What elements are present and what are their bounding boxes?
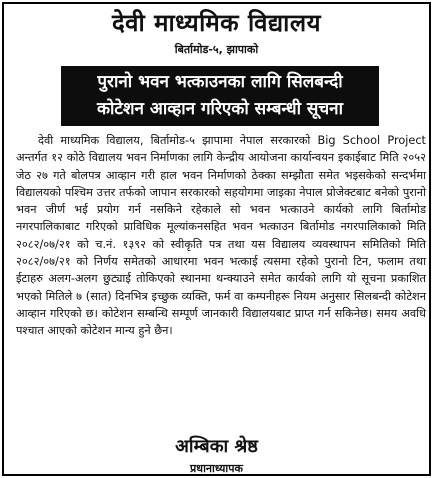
school-name: देवी माध्यमिक विद्यालय — [111, 9, 322, 37]
notice-title-line-2: कोटेशन आव्हान गरिएको सम्बन्धी सूचना — [96, 99, 344, 119]
notice-frame — [2, 2, 431, 476]
notice-title-banner — [61, 66, 379, 126]
school-address: बिर्तामोड-५, झापाको — [174, 43, 259, 56]
notice-paragraph: देवी माध्यमिक विद्यालय, बिर्तामोड-५ झापामा नेपाल सरकारको Big School Project अन्तर्गत १२ कोठे विद्यालय भवन निर्माणका लागि केन्द्रीय आयोजना कार्यान्वयन इकाईबाट मिति २०५२ जेठ २७ गते बोलपत्र आव्हान गरी हाल भवन निर्माणको ठेक्का सम्झौता समेत भइसकेको सन्दर्भमा विद्यालयको पश्चिम उत्तर तर्फको जापान सरकारको सहयोगमा जाइका नेपाल प्रोजेक्टबाट बनेको पुरानो भवन जीर्ण भई प्रयोग गर्न नसकिने रहेकाले सो भवन भत्काउने कार्यको लागि बिर्तामोड नगरपालिकाबाट गरिएको प्राविधिक मूल्यांकनसहित भवन भत्काउन बिर्तामोड नगरपालिकाको मिति २०८२/०७/२१ को च.नं. १३९२ को स्वीकृति पत्र तथा यस विद्यालय व्यवस्थापन समितिको मिति २०८२/०७/२१ को निर्णय समेतको आधारमा भवन भत्काई त्यसमा रहेको पुरानो टिन, फलाम तथा ईटाहरु अलग-अलग छुट्याई तोकिएको स्थानमा थन्क्याउने समेत कार्यको लागि यो सूचना प्रकाशित भएको मितिले ७ (सात) दिनभित्र इच्छुक व्यक्ति, फर्म वा कम्पनीहरू नियम अनुसार सिलबन्दी कोटेशन आव्हान गरिएको छ। कोटेशन सम्बन्धि सम्पूर्ण जानकारी विद्यालयबाट प्राप्त गर्न सकिनेछ। समय अवधि पश्चात आएको कोटेशन मान्य हुने छैन। — [16, 134, 426, 338]
notice-body — [16, 132, 426, 340]
signatory-designation: प्रधानाध्यापक — [190, 462, 243, 475]
notice-title-line-1: पुरानो भवन भत्काउनका लागि सिलबन्दी — [97, 72, 343, 92]
signatory-name: अम्बिका श्रेष्ठ — [175, 436, 258, 457]
